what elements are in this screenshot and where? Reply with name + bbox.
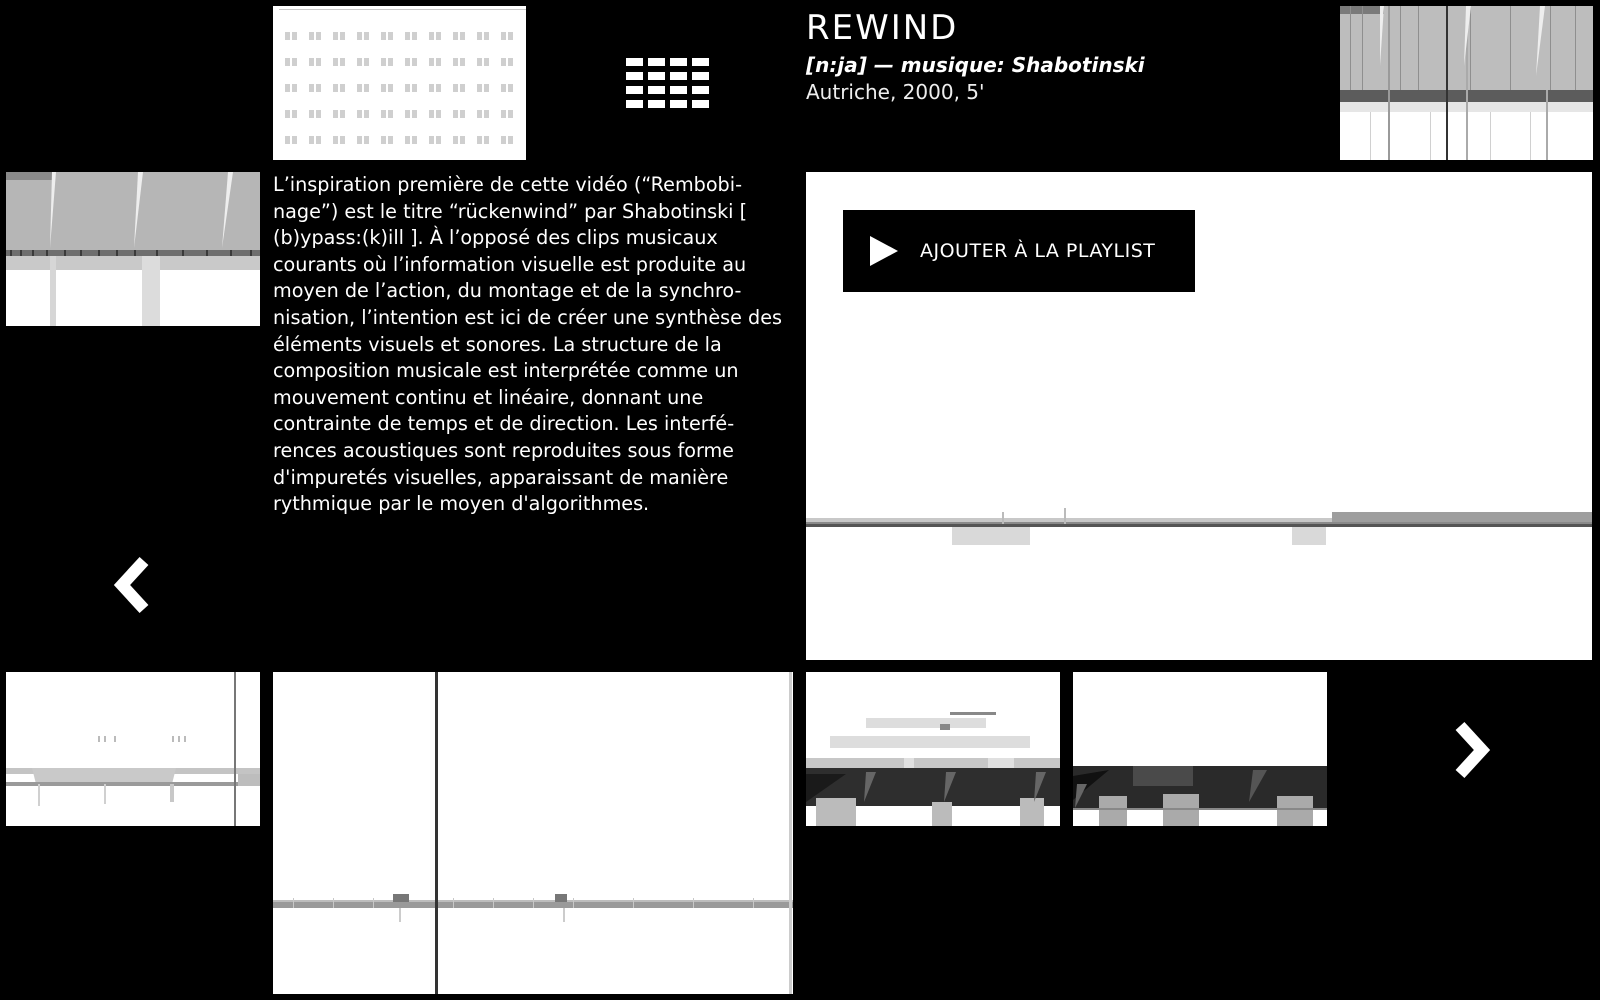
work-meta: Autriche, 2000, 5' (806, 80, 985, 104)
still-frame-bottom-left (6, 672, 260, 826)
play-icon (870, 236, 898, 266)
still-frame-bottom-large (273, 672, 793, 994)
chevron-left-icon[interactable] (108, 555, 158, 615)
work-title: REWIND (806, 8, 959, 48)
still-frame-bottom-third (806, 672, 1060, 826)
chevron-right-icon[interactable] (1446, 720, 1496, 780)
video-player[interactable] (806, 172, 1592, 660)
still-frame-dots (273, 6, 526, 160)
grid-icon[interactable] (626, 58, 710, 110)
work-credits: [n:ja] — musique: Shabotinski (806, 53, 1145, 77)
still-frame-top-right (1340, 6, 1593, 160)
add-to-playlist-label: AJOUTER À LA PLAYLIST (920, 240, 1156, 262)
add-to-playlist-button[interactable] (843, 210, 1195, 292)
work-description: L’inspiration première de cette vidéo (“Rembobi-nage”) est le titre “rückenwind” par Shabotinski [ (b)ypass:(k)ill ]. À l’opposé des clips musicaux courants où l’information visuelle est produite au moyen de l’action, du montage et de la synchro-nisation, l’intention est ici de créer une synthèse des éléments visuels et sonores. La structure de la composition musicale est interprétée comme un mouvement continu et linéaire, donnant une contrainte de temps et de direction. Les interfé-rences acoustiques sont reproduites sous forme d'impuretés visuelles, apparaissant de manière rythmique par le moyen d'algorithmes. (273, 173, 783, 516)
still-frame-bottom-fourth (1073, 672, 1327, 826)
still-frame-left (6, 172, 260, 326)
